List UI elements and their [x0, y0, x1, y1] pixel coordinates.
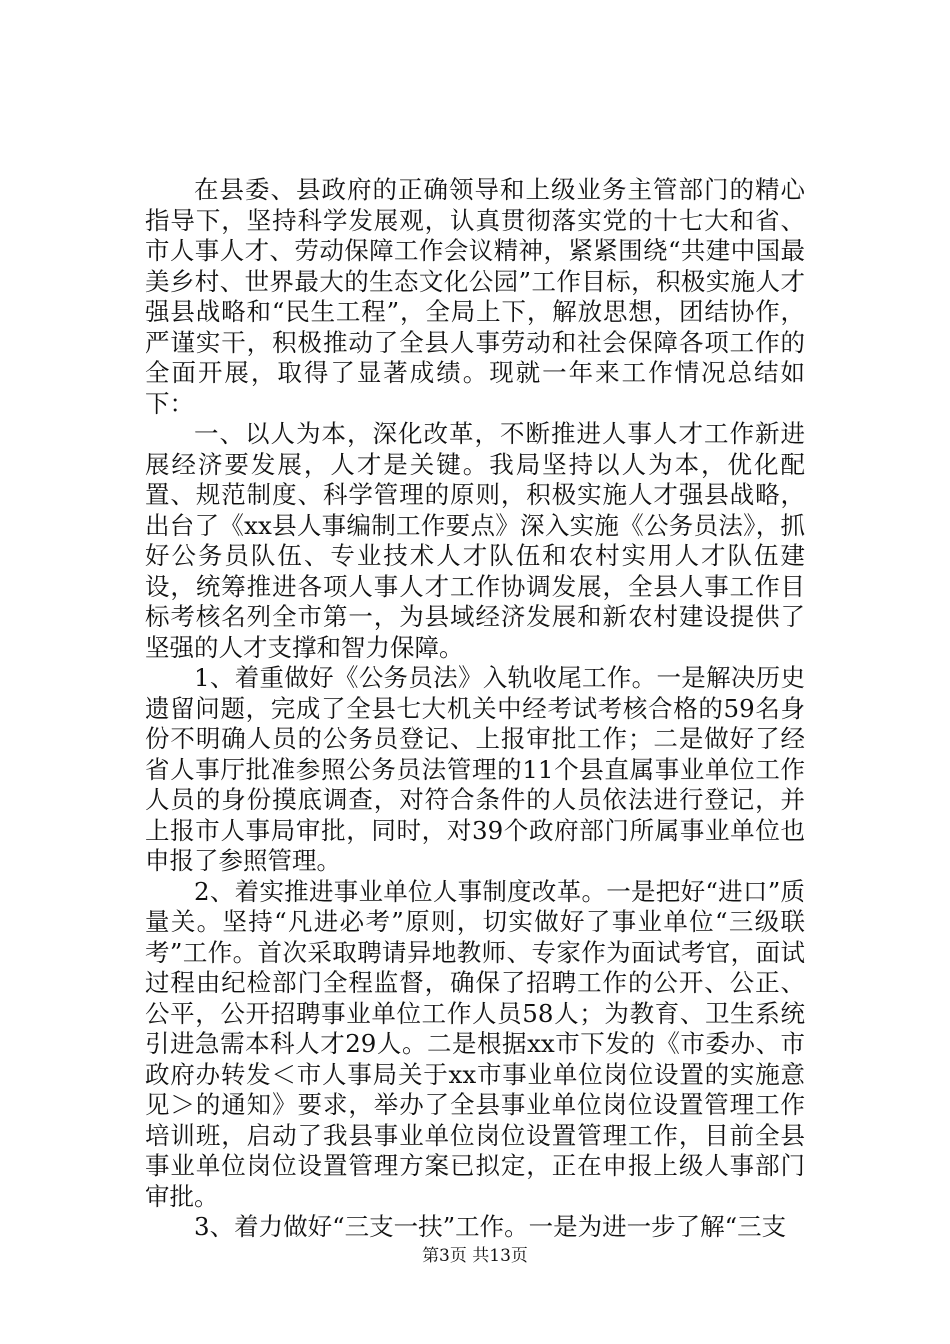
paragraph-item-1: 1、着重做好《公务员法》入轨收尾工作。一是解决历史遗留问题，完成了全县七大机关中经考试考核合格的59名身份不明确人员的公务员登记、上报审批工作；二是做好了经省人事厅批准参照公务员法管理的11个县直属事业单位工作人员的身份摸底调查，对符合条件的人员依法进行登记，并上报市人事局审批，同时，对39个政府部门所属事业单位也申报了参照管理。: [145, 663, 805, 875]
paragraph-intro: 在县委、县政府的正确领导和上级业务主管部门的精心指导下，坚持科学发展观，认真贯彻落实党的十七大和省、市人事人才、劳动保障工作会议精神，紧紧围绕“共建中国最美乡村、世界最大的生态文化公园”工作目标，积极实施人才强县战略和“民生工程”，全局上下，解放思想，团结协作，严谨实干，积极推动了全县人事劳动和社会保障各项工作的全面开展，取得了显著成绩。现就一年来工作情况总结如下：: [145, 175, 805, 418]
paragraph-item-2: 2、着实推进事业单位人事制度改革。一是把好“进口”质量关。坚持“凡进必考”原则，切实做好了事业单位“三级联考”工作。首次采取聘请异地教师、专家作为面试考官，面试过程由纪检部门全程监督，确保了招聘工作的公开、公正、公平，公开招聘事业单位工作人员58人；为教育、卫生系统引进急需本科人才29人。二是根据xx市下发的《市委办、市政府办转发＜市人事局关于xx市事业单位岗位设置的实施意见＞的通知》要求，举办了全县事业单位岗位设置管理工作培训班，启动了我县事业单位岗位设置管理工作，目前全县事业单位岗位设置管理方案已拟定，正在申报上级人事部门审批。: [145, 876, 805, 1211]
page-footer: 第3页 共13页: [422, 1246, 528, 1266]
paragraph-section-one: 一、以人为本，深化改革，不断推进人事人才工作新进展经济要发展，人才是关键。我局坚持以人为本，优化配置、规范制度、科学管理的原则，积极实施人才强县战略，出台了《xx县人事编制工作要点》深入实施《公务员法》，抓好公务员队伍、专业技术人才队伍和农村实用人才队伍建设，统筹推进各项人事人才工作协调发展，全县人事工作目标考核名列全市第一，为县域经济发展和新农村建设提供了坚强的人才支撑和智力保障。: [145, 419, 805, 662]
paragraph-item-3: 3、着力做好“三支一扶”工作。一是为进一步了解“三支: [194, 1212, 787, 1241]
document-body: [145, 175, 805, 1243]
